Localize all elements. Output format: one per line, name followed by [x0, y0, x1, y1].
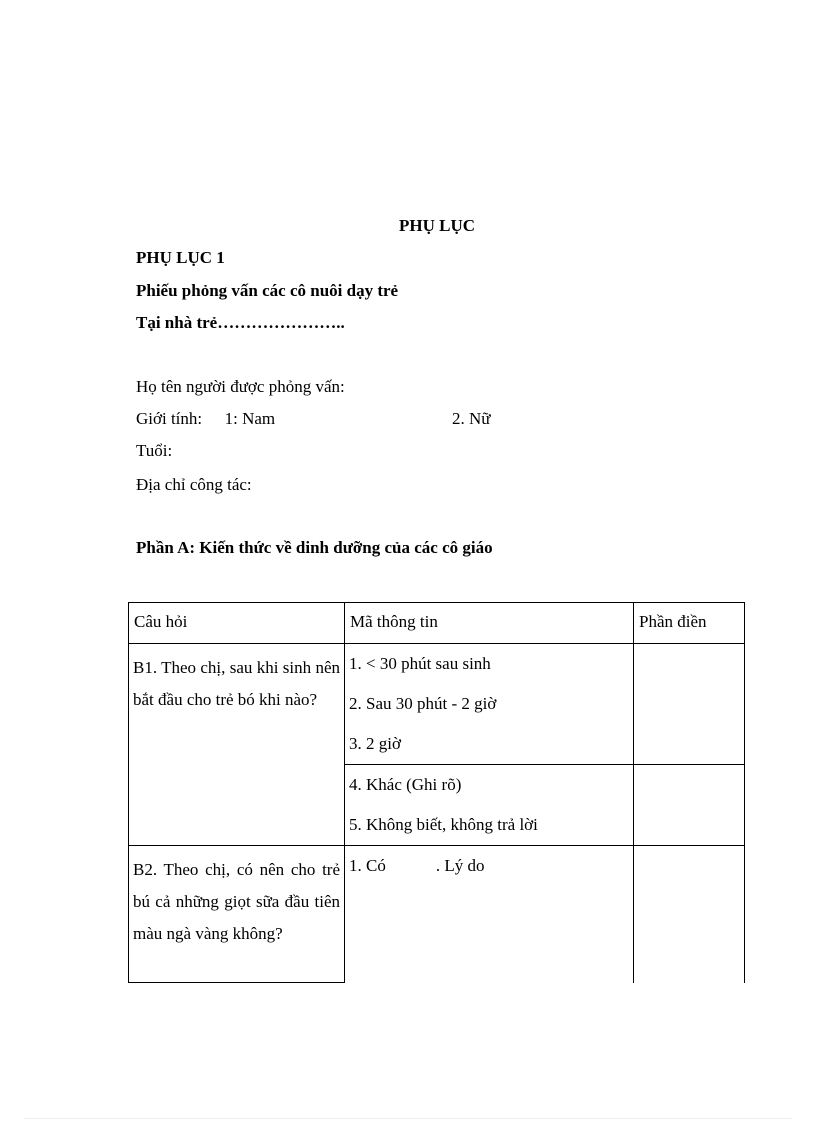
b1-option-5: 5. Không biết, không trả lời — [349, 815, 538, 834]
b2-question: B2. Theo chị, có nên cho trẻ bú cả những giọt sữa đầu tiên màu ngà vàng không? — [133, 860, 340, 943]
page-title: PHỤ LỤC — [398, 216, 476, 235]
b2-reason-label: . Lý do — [435, 856, 485, 875]
form-title: Phiếu phỏng vấn các cô nuôi dạy trẻ — [136, 281, 399, 300]
table-header-row — [129, 603, 745, 644]
b1-options-cell-top — [345, 644, 634, 765]
b1-option-3: 3. 2 giờ — [349, 734, 401, 753]
header-code: Mã thông tin — [345, 603, 634, 644]
header-answer: Phần điền — [634, 603, 745, 644]
b1-question-cell — [129, 644, 345, 846]
b1-answer-cell-bottom[interactable] — [634, 765, 745, 846]
table-row-b2 — [129, 846, 745, 983]
section-a-heading: Phần A: Kiến thức về dinh dưỡng của các cô giáo — [136, 538, 493, 557]
b1-option-4: 4. Khác (Ghi rõ) — [349, 775, 462, 794]
header-question: Câu hỏi — [129, 603, 345, 644]
gender-row — [136, 409, 281, 429]
gender-label: Giới tính: — [136, 409, 203, 428]
gender-female-row — [452, 409, 501, 429]
b2-answer-cell[interactable] — [634, 846, 745, 983]
b1-options-cell-bottom — [345, 765, 634, 846]
gender-female-label: 2. Nữ — [452, 409, 491, 428]
interviewee-name-field: Họ tên người được phỏng vấn: — [136, 377, 345, 396]
b1-option-1: 1. < 30 phút sau sinh — [349, 654, 491, 673]
b2-question-cell — [129, 846, 345, 983]
b2-option-1: 1. Có . Lý do — [349, 856, 485, 875]
gender-male-label: 1: Nam — [224, 409, 276, 428]
questionnaire-table — [128, 602, 745, 983]
appendix-label: PHỤ LỤC 1 — [136, 248, 225, 267]
page-bottom-edge — [24, 1118, 792, 1119]
b1-option-2: 2. Sau 30 phút - 2 giờ — [349, 694, 497, 713]
b1-answer-cell-top[interactable] — [634, 644, 745, 765]
b2-options-cell — [345, 846, 634, 983]
nursery-line: Tại nhà trẻ………………….. — [136, 313, 345, 332]
b1-question: B1. Theo chị, sau khi sinh nên bắt đầu cho trẻ bó khi nào? — [133, 658, 340, 709]
age-field: Tuổi: — [136, 441, 173, 460]
address-field: Địa chỉ công tác: — [136, 475, 252, 494]
table-row-b1-top — [129, 644, 745, 765]
